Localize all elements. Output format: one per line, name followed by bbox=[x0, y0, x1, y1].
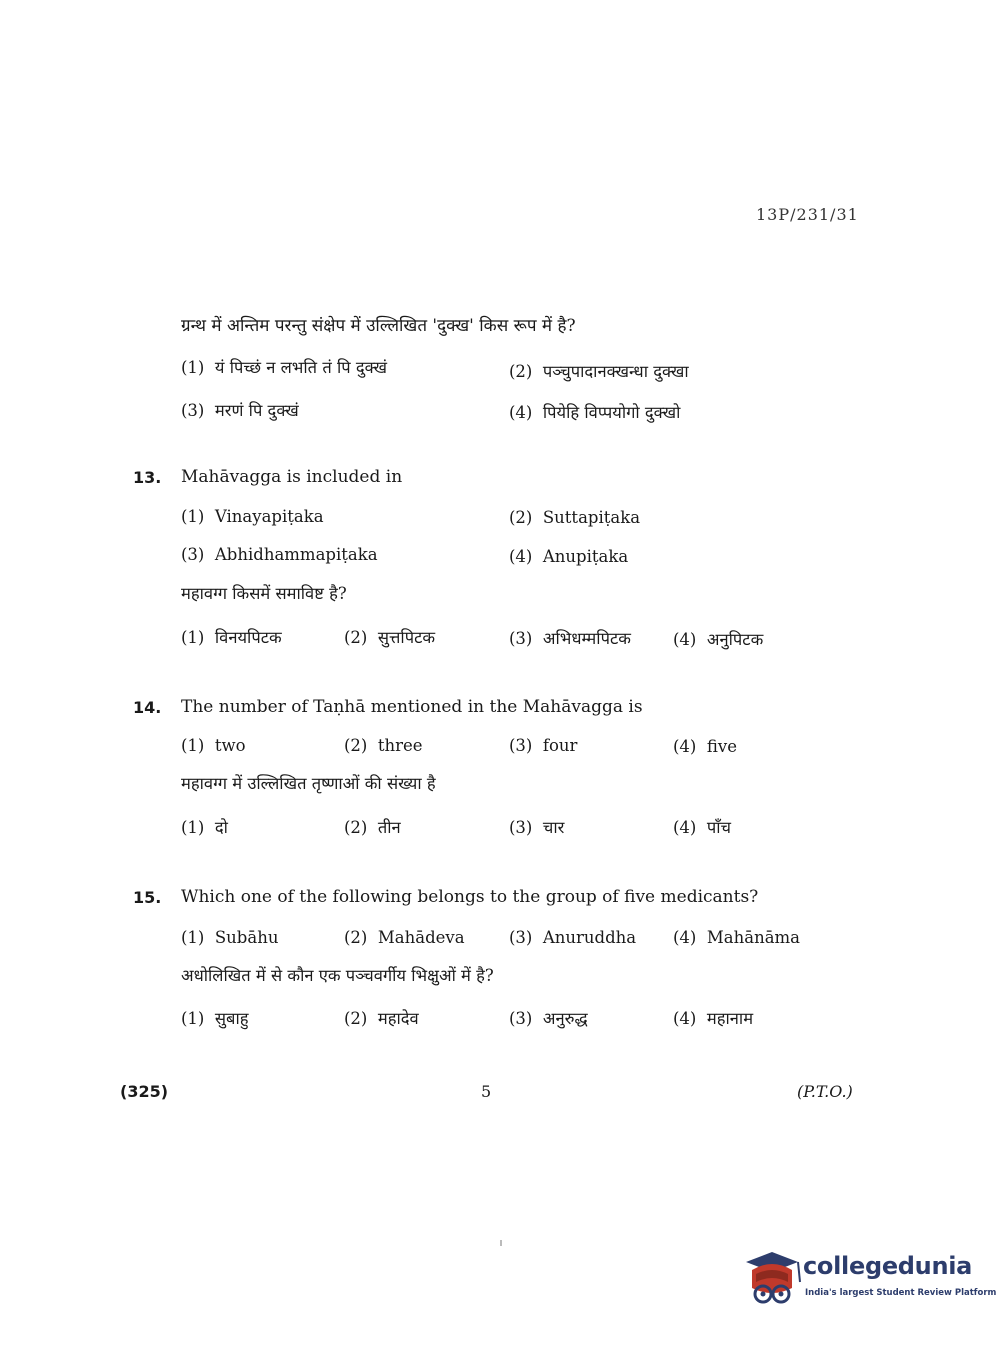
q14-number: 14. bbox=[133, 698, 162, 717]
q14-question: The number of Taṇhā mentioned in the Mahāvagga is bbox=[181, 697, 643, 717]
q14-option-4: (4) five bbox=[673, 737, 737, 756]
q13-number: 13. bbox=[133, 468, 162, 487]
q13-option-2: (2) Suttapiṭaka bbox=[509, 508, 641, 527]
q15-hindi-question: अधोलिखित में से कौन एक पञ्चवर्गीय भिक्षुओं में है? bbox=[181, 966, 494, 985]
q13-option-1: (1) Vinayapiṭaka bbox=[181, 507, 324, 526]
q12-option-4: (4) पियेहि विप्पयोगो दुक्खो bbox=[509, 403, 681, 422]
q15-option-2: (2) Mahādeva bbox=[344, 928, 465, 947]
q12-hindi-question: ग्रन्थ में अन्तिम परन्तु संक्षेप में उल्लिखित 'दुक्ख' किस रूप में है? bbox=[181, 316, 576, 336]
q13-hindi-question: महावग्ग किसमें समाविष्ट है? bbox=[181, 584, 347, 603]
q14-option-1: (1) two bbox=[181, 736, 246, 755]
q13-option-4: (4) Anupiṭaka bbox=[509, 547, 629, 566]
q15-hindi-option-2: (2) महादेव bbox=[344, 1009, 419, 1028]
q13-hindi-option-4: (4) अनुपिटक bbox=[673, 630, 764, 649]
q15-question: Which one of the following belongs to the group of five medicants? bbox=[181, 887, 759, 907]
q14-hindi-option-4: (4) पाँच bbox=[673, 818, 731, 837]
paper-code: 13P/231/31 bbox=[756, 205, 859, 224]
booklet-series: (325) bbox=[120, 1082, 169, 1101]
q14-hindi-option-3: (3) चार bbox=[509, 818, 565, 837]
q14-hindi-option-1: (1) दो bbox=[181, 818, 228, 837]
q13-question: Mahāvagga is included in bbox=[181, 467, 403, 487]
q15-option-4: (4) Mahānāma bbox=[673, 928, 801, 947]
q14-option-3: (3) four bbox=[509, 736, 578, 755]
q13-hindi-option-1: (1) विनयपिटक bbox=[181, 628, 282, 647]
q12-option-2: (2) पञ्चुपादानक्खन्धा दुक्खा bbox=[509, 362, 689, 381]
q15-number: 15. bbox=[133, 888, 162, 907]
q15-hindi-option-1: (1) सुबाहु bbox=[181, 1009, 249, 1028]
q15-hindi-option-4: (4) महानाम bbox=[673, 1009, 754, 1028]
logo-wordmark: collegedunia bbox=[803, 1252, 973, 1280]
q12-option-3: (3) मरणं पि दुक्खं bbox=[181, 401, 299, 420]
q14-option-2: (2) three bbox=[344, 736, 423, 755]
q13-hindi-option-2: (2) सुत्तपिटक bbox=[344, 628, 436, 647]
q12-option-1: (1) यं पिच्छं न लभति तं पि दुक्खं bbox=[181, 358, 388, 377]
collegedunia-logo bbox=[742, 1248, 997, 1318]
pto-note: (P.T.O.) bbox=[797, 1082, 853, 1101]
mascot-icon bbox=[742, 1248, 802, 1318]
q14-hindi-option-2: (2) तीन bbox=[344, 818, 401, 837]
q13-hindi-option-3: (3) अभिधम्मपिटक bbox=[509, 629, 631, 648]
page-number: 5 bbox=[481, 1082, 492, 1101]
q15-option-3: (3) Anuruddha bbox=[509, 928, 637, 947]
logo-tagline: India's largest Student Review Platform bbox=[805, 1288, 997, 1298]
scan-speck bbox=[500, 1240, 502, 1246]
q15-hindi-option-3: (3) अनुरुद्ध bbox=[509, 1009, 588, 1028]
q15-option-1: (1) Subāhu bbox=[181, 928, 279, 947]
q14-hindi-question: महावग्ग में उल्लिखित तृष्णाओं की संख्या है bbox=[181, 774, 436, 793]
q13-option-3: (3) Abhidhammapiṭaka bbox=[181, 545, 378, 564]
